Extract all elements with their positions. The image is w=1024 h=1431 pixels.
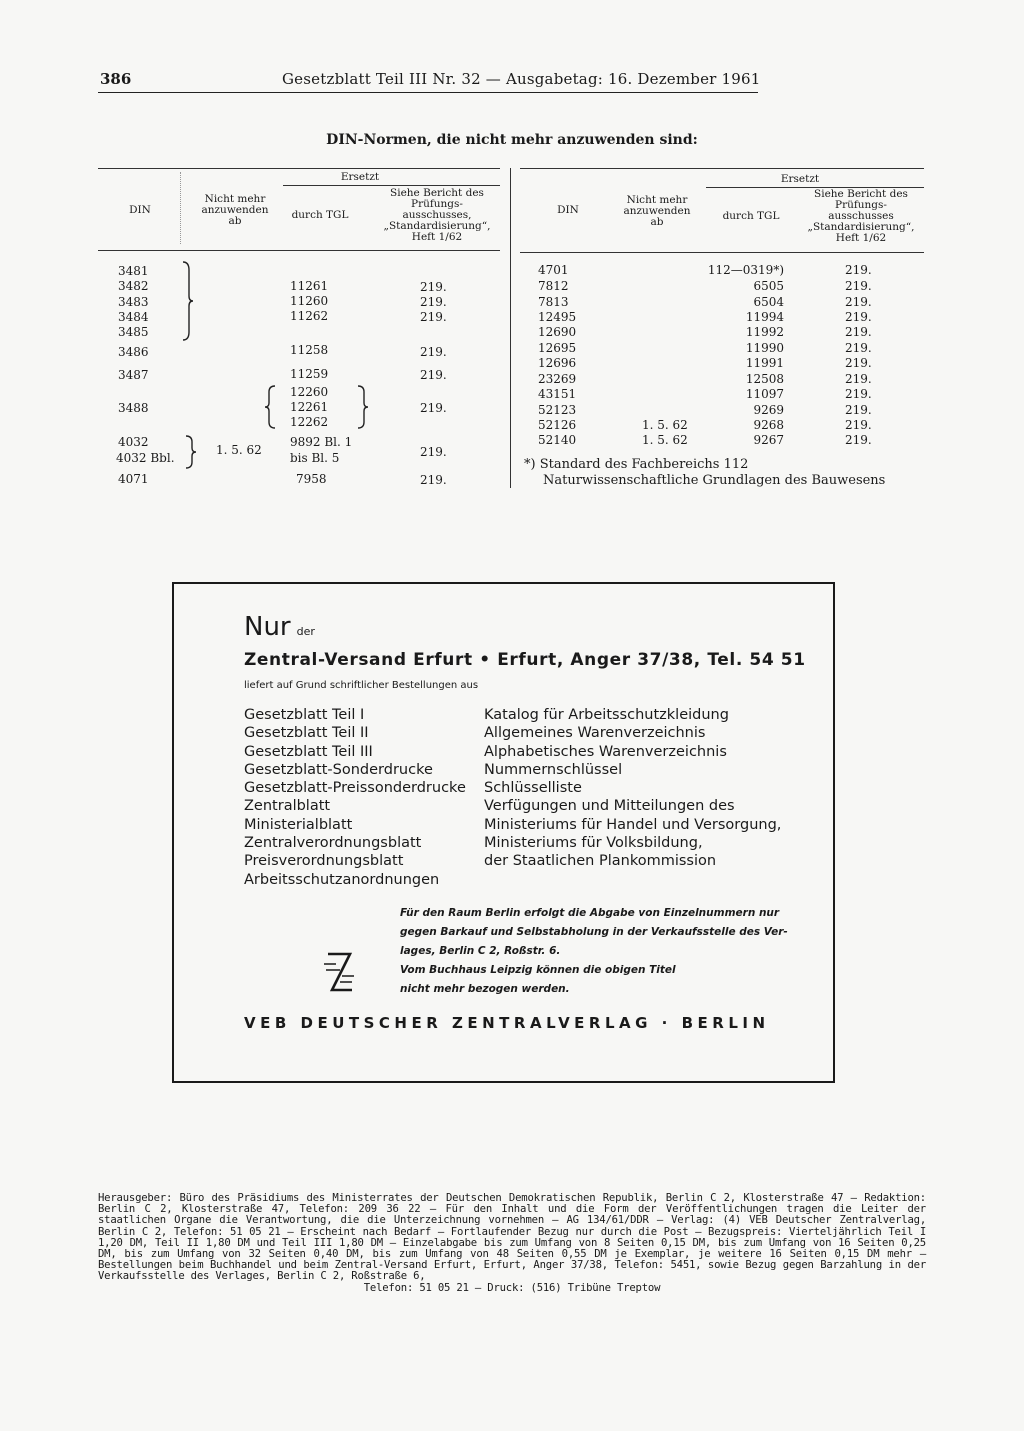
left-row-bericht: 219.: [420, 473, 447, 487]
left-date: 1. 5. 62: [216, 443, 262, 457]
left-row-tgl: 7958: [296, 472, 327, 486]
left-row-din: 3482: [118, 279, 149, 293]
ad-right-item: Nummernschlüssel: [484, 761, 623, 778]
running-title: Gesetzblatt Teil III Nr. 32 — Ausgabetag: 16. Dezember 1961: [282, 70, 761, 88]
left-row-bericht: 219.: [420, 280, 447, 294]
right-header-bericht: [796, 189, 926, 244]
left-row-din: 3484: [118, 310, 149, 324]
right-row-bericht: 219.: [845, 356, 872, 370]
left-row-bericht: 219.: [420, 445, 447, 459]
brace-left-3488: [264, 384, 278, 430]
left-row-tgl: 12261: [290, 400, 329, 414]
ad-right-item: Allgemeines Warenverzeichnis: [484, 725, 706, 742]
left-row-tgl: 11261: [290, 279, 329, 293]
table-title: DIN-Normen, die nicht mehr anzuwenden sind:: [326, 132, 698, 148]
right-row-bericht: 219.: [845, 295, 872, 309]
footnote-line-2: Naturwissenschaftliche Grundlagen des Bauwesens: [543, 473, 886, 488]
right-row-tgl: 11990: [745, 341, 784, 355]
ad-left-item: Preisverordnungsblatt: [244, 853, 404, 870]
advertisement-box: [172, 582, 835, 1083]
ad-right-item: Katalog für Arbeitsschutzkleidung: [484, 707, 729, 723]
left-row-bericht: 219.: [420, 310, 447, 324]
imprint: [98, 1193, 926, 1294]
ad-left-item: Gesetzblatt Teil I: [244, 707, 365, 723]
right-row-din: 12696: [538, 356, 577, 370]
brace-3481-3485: [180, 260, 194, 342]
right-row-tgl: 9269: [753, 403, 784, 417]
right-header-nicht-mehr-3: ab: [650, 216, 664, 228]
left-row-din: 3486: [118, 345, 149, 359]
left-row-bericht: 219.: [420, 368, 447, 382]
footnote-line-1: *) Standard des Fachbereichs 112: [524, 457, 749, 472]
right-header-bericht-3: ausschusses: [828, 210, 894, 222]
left-header-nicht-mehr: [190, 194, 280, 227]
ad-berlin-line: Vom Buchhaus Leipzig können die obigen Titel: [400, 964, 676, 976]
header-rule: [98, 92, 758, 93]
left-row-tgl: 11258: [290, 343, 329, 357]
ad-der-text: der: [296, 625, 315, 638]
right-row-bericht: 219.: [845, 372, 872, 386]
left-row-din: 4032 Bbl.: [116, 451, 175, 465]
ad-right-list: [484, 706, 781, 871]
ad-left-item: Gesetzblatt Teil III: [244, 743, 373, 760]
ad-left-item: Ministerialblatt: [244, 816, 353, 833]
right-row-date: 1. 5. 62: [642, 418, 688, 432]
right-header-ersetzt: Ersetzt: [780, 173, 820, 185]
left-row-tgl: 12262: [290, 415, 329, 429]
right-header-bericht-5: Heft 1/62: [835, 232, 887, 244]
ad-right-item: Ministeriums für Volksbildung,: [484, 835, 703, 852]
brace-4032: [184, 434, 198, 470]
right-row-tgl: 112—0319*): [707, 263, 784, 277]
right-row-din: 52140: [538, 433, 577, 447]
right-row-tgl: 9268: [753, 418, 784, 432]
left-row-din: 3487: [118, 368, 149, 382]
right-row-bericht: 219.: [845, 263, 872, 277]
right-row-tgl: 11992: [745, 325, 784, 339]
ad-left-item: Gesetzblatt-Preissonderdrucke: [244, 780, 466, 797]
left-row-bericht: 219.: [420, 295, 447, 309]
right-row-din: 7813: [538, 295, 569, 309]
table-divider: [510, 168, 511, 488]
right-header-nicht-mehr-2: anzuwenden: [623, 205, 691, 217]
left-row-tgl: 11262: [290, 309, 329, 323]
right-row-din: 52126: [538, 418, 577, 432]
ad-berlin-note: [400, 904, 788, 999]
right-row-bericht: 219.: [845, 310, 872, 324]
right-row-din: 7812: [538, 279, 569, 293]
right-row-bericht: 219.: [845, 341, 872, 355]
left-row-bericht: 219.: [420, 345, 447, 359]
ad-right-item: Schlüsselliste: [484, 780, 582, 797]
right-row-din: 4701: [538, 263, 569, 277]
right-row-tgl: 11994: [745, 310, 784, 324]
ad-left-item: Gesetzblatt-Sonderdrucke: [244, 761, 433, 778]
ad-distributor-line: Zentral-Versand Erfurt • Erfurt, Anger 37/38, Tel. 54 51: [244, 650, 806, 670]
left-row-tgl: 11260: [290, 294, 329, 308]
left-header-bericht-5: Heft 1/62: [411, 231, 463, 243]
left-header-bericht-4: „Standardisierung“,: [383, 220, 491, 232]
left-row-din: 4032: [118, 435, 149, 449]
right-header-nicht-mehr: [612, 195, 702, 228]
right-row-din: 43151: [538, 387, 577, 401]
ad-berlin-line: lages, Berlin C 2, Roßstr. 6.: [400, 945, 561, 957]
ad-left-item: Zentralverordnungsblatt: [244, 835, 422, 852]
left-header-nicht-mehr-2: anzuwenden: [201, 204, 269, 216]
right-row-din: 12690: [538, 325, 577, 339]
right-row-bericht: 219.: [845, 403, 872, 417]
left-table-top-rule: [98, 168, 500, 169]
ad-left-list: [244, 706, 466, 889]
page-number: 386: [100, 70, 132, 88]
left-row-din: 3485: [118, 325, 149, 339]
right-row-bericht: 219.: [845, 279, 872, 293]
ad-supply-line: liefert auf Grund schriftlicher Bestellungen aus: [244, 680, 479, 691]
ad-berlin-line: gegen Barkauf und Selbstabholung in der Verkaufsstelle des Ver-: [400, 926, 788, 938]
left-row-tgl: bis Bl. 5: [290, 451, 340, 465]
right-header-bericht-1: Siehe Bericht des: [814, 188, 908, 200]
left-header-din: DIN: [129, 204, 151, 216]
left-row-din: 3481: [118, 264, 149, 278]
left-header-nicht-mehr-3: ab: [228, 215, 242, 227]
right-row-date: 1. 5. 62: [642, 433, 688, 447]
left-header-nicht-mehr-1: Nicht mehr: [204, 193, 266, 205]
left-col-divider: [180, 172, 181, 244]
left-row-bericht: 219.: [420, 401, 447, 415]
right-row-din: 52123: [538, 403, 577, 417]
ad-left-item: Arbeitsschutzanordnungen: [244, 871, 440, 888]
right-header-durch-tgl: durch TGL: [722, 210, 780, 222]
left-ersetzt-rule: [283, 185, 500, 186]
right-header-nicht-mehr-1: Nicht mehr: [626, 194, 688, 206]
right-row-din: 12695: [538, 341, 577, 355]
left-header-bericht-3: ausschusses,: [402, 209, 472, 221]
right-row-din: 23269: [538, 372, 577, 386]
left-header-durch-tgl: durch TGL: [291, 209, 349, 221]
left-table-header-rule: [98, 250, 500, 251]
left-row-tgl: 9892 Bl. 1: [290, 435, 353, 449]
right-row-tgl: 11991: [745, 356, 784, 370]
publisher-logo-icon: [322, 950, 356, 996]
ad-left-item: Zentralblatt: [244, 798, 331, 815]
right-row-bericht: 219.: [845, 418, 872, 432]
ad-right-item: Alphabetisches Warenverzeichnis: [484, 743, 727, 760]
right-row-tgl: 12508: [745, 372, 784, 386]
right-table-top-rule: [520, 168, 924, 169]
imprint-body: Herausgeber: Büro des Präsidiums des Ministerrates der Deutschen Demokratischen Republik, Berlin C 2, Klosterstraße 47 — Redaktion: Berlin C 2, Klosterstraße 47, Telefon: 209 36 22 — Für den Inhalt und die Form der Veröffentlichungen tragen die Leiter der staatlichen Organe die Verantwortung, die die Unterzeichnung vornehmen — AG 134/61/DDR — Verlag: (4) VEB Deutscher Zentralverlag, Berlin C 2, Telefon: 51 05 21 — Erscheint nach Bedarf — Fortlaufender Bezug nur durch die Post — Bezugspreis: Vierteljährlich Teil I 1,20 DM, Teil II 1,80 DM und Teil III 1,80 DM — Einzelabgabe bis zum Umfang von 8 Seiten 0,15 DM, bis zum Umfang von 16 Seiten 0,25 DM, bis zum Umfang von 32 Seiten 0,40 DM, bis zum Umfang von 48 Seiten 0,55 DM je Exemplar, je weitere 16 Seiten 0,15 DM mehr — Bestellungen beim Buchhandel und beim Zentral-Versand Erfurt, Erfurt, Anger 37/38, Telefon: 5451, sowie Bezug gegen Barzahlung in der Verkaufsstelle des Verlages, Berlin C 2, Roßstraße 6,: [98, 1192, 926, 1283]
ad-berlin-line: Für den Raum Berlin erfolgt die Abgabe von Einzelnummern nur: [400, 907, 780, 919]
ad-nur: [244, 612, 315, 642]
right-row-bericht: 219.: [845, 433, 872, 447]
right-row-din: 12495: [538, 310, 577, 324]
right-row-tgl: 6505: [753, 279, 784, 293]
imprint-last-line: Telefon: 51 05 21 — Druck: (516) Tribüne Treptow: [363, 1281, 661, 1294]
left-row-din: 4071: [118, 472, 149, 486]
left-header-ersetzt: Ersetzt: [340, 171, 380, 183]
right-row-bericht: 219.: [845, 325, 872, 339]
right-header-bericht-2: Prüfungs-: [835, 199, 887, 211]
left-row-tgl: 12260: [290, 385, 329, 399]
left-row-din: 3483: [118, 295, 149, 309]
right-header-din: DIN: [557, 204, 579, 216]
ad-berlin-line: nicht mehr bezogen werden.: [400, 983, 570, 995]
left-header-bericht: [372, 188, 502, 243]
right-row-tgl: 6504: [753, 295, 784, 309]
left-row-tgl: 11259: [290, 367, 329, 381]
ad-left-item: Gesetzblatt Teil II: [244, 725, 369, 742]
ad-nur-text: Nur: [244, 612, 291, 642]
brace-right-3488: [356, 384, 370, 430]
left-header-bericht-1: Siehe Bericht des: [390, 187, 484, 199]
right-row-tgl: 11097: [745, 387, 784, 401]
right-row-bericht: 219.: [845, 387, 872, 401]
ad-right-item: der Staatlichen Plankommission: [484, 853, 717, 870]
left-header-bericht-2: Prüfungs-: [411, 198, 463, 210]
right-table-header-rule: [520, 252, 924, 253]
ad-right-item: Ministeriums für Handel und Versorgung,: [484, 816, 782, 833]
ad-right-item: Verfügungen und Mitteilungen des: [484, 798, 735, 815]
right-row-tgl: 9267: [753, 433, 784, 447]
left-row-din: 3488: [118, 401, 149, 415]
right-header-bericht-4: „Standardisierung“,: [807, 221, 915, 233]
ad-publisher: VEB DEUTSCHER ZENTRALVERLAG · BERLIN: [244, 1014, 770, 1032]
